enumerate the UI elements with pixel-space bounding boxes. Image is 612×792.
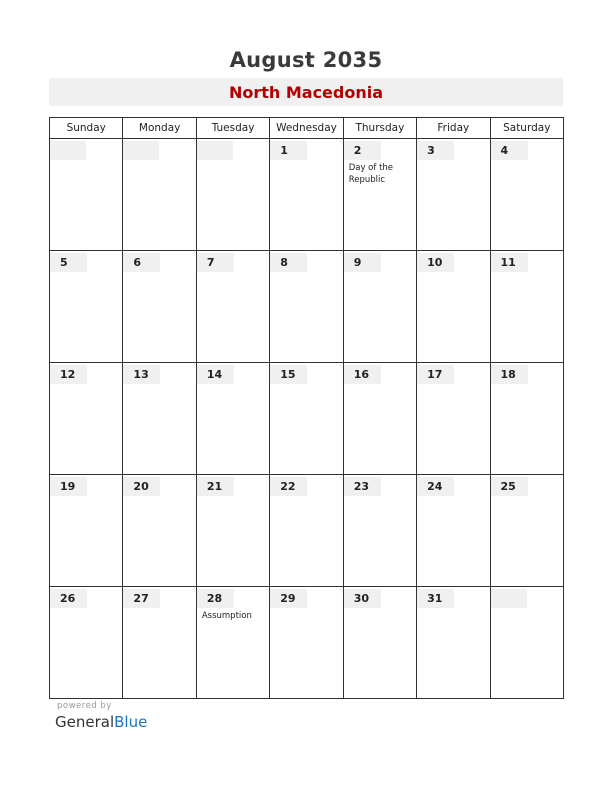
- brand-blue-text: Blue: [114, 713, 148, 731]
- calendar-week-row: [50, 475, 564, 587]
- day-number: [197, 141, 233, 160]
- calendar-day-cell[interactable]: [417, 363, 490, 475]
- calendar-day-cell[interactable]: [270, 363, 343, 475]
- calendar-day-cell[interactable]: [270, 587, 343, 699]
- day-number: 24: [417, 477, 454, 496]
- day-number: 16: [344, 365, 381, 384]
- day-number: 22: [270, 477, 307, 496]
- generalblue-logo[interactable]: [55, 713, 147, 731]
- calendar-week-row: [50, 587, 564, 699]
- country-name: North Macedonia: [228, 83, 384, 102]
- day-number: [491, 589, 527, 608]
- calendar-week-row: [50, 139, 564, 251]
- day-number: 30: [344, 589, 381, 608]
- calendar-day-cell[interactable]: [343, 363, 416, 475]
- country-banner: [49, 78, 563, 106]
- day-number: 17: [417, 365, 454, 384]
- calendar-day-cell[interactable]: [50, 251, 123, 363]
- holiday-label: Day of the Republic: [348, 163, 394, 185]
- calendar-day-cell[interactable]: [270, 251, 343, 363]
- day-number: 4: [491, 141, 528, 160]
- day-number: 19: [50, 477, 87, 496]
- weekday-header-row: [50, 118, 564, 139]
- calendar-week-row: [50, 363, 564, 475]
- day-number: 6: [123, 253, 160, 272]
- powered-by-label: powered by: [57, 701, 112, 711]
- day-number: 21: [197, 477, 234, 496]
- calendar-day-cell[interactable]: [417, 587, 490, 699]
- day-number: 23: [344, 477, 381, 496]
- day-number: 8: [270, 253, 307, 272]
- day-number: [50, 141, 86, 160]
- day-number: 26: [50, 589, 87, 608]
- calendar-week-row: [50, 251, 564, 363]
- weekday-saturday: Saturday: [490, 118, 563, 139]
- day-number: 13: [123, 365, 160, 384]
- day-number: 27: [123, 589, 160, 608]
- calendar-day-cell[interactable]: [196, 475, 269, 587]
- holiday-label: Assumption: [201, 611, 252, 621]
- day-number: 9: [344, 253, 381, 272]
- calendar-title: August 2035: [229, 48, 383, 72]
- calendar-day-cell[interactable]: [196, 139, 269, 251]
- day-number: 5: [50, 253, 87, 272]
- calendar-day-cell[interactable]: [490, 587, 563, 699]
- calendar-day-cell[interactable]: [196, 251, 269, 363]
- calendar-day-cell[interactable]: [123, 251, 196, 363]
- weekday-tuesday: Tuesday: [196, 118, 269, 139]
- calendar-day-cell[interactable]: [417, 475, 490, 587]
- day-number: 12: [50, 365, 87, 384]
- calendar-day-cell[interactable]: [343, 587, 416, 699]
- day-number: 15: [270, 365, 307, 384]
- calendar-day-cell[interactable]: [50, 139, 123, 251]
- day-number: 28: [197, 589, 234, 608]
- calendar-day-cell[interactable]: [343, 251, 416, 363]
- calendar-day-cell[interactable]: [50, 475, 123, 587]
- weekday-sunday: Sunday: [50, 118, 123, 139]
- day-number: [123, 141, 159, 160]
- day-number: 14: [197, 365, 234, 384]
- day-number: 20: [123, 477, 160, 496]
- weekday-friday: Friday: [417, 118, 490, 139]
- day-number: 25: [491, 477, 528, 496]
- day-number: 11: [491, 253, 528, 272]
- calendar-day-cell[interactable]: [270, 139, 343, 251]
- day-number: 3: [417, 141, 454, 160]
- calendar-day-cell[interactable]: [417, 251, 490, 363]
- calendar-day-cell[interactable]: [490, 475, 563, 587]
- calendar-day-cell[interactable]: [343, 139, 416, 251]
- calendar-day-cell[interactable]: [123, 363, 196, 475]
- calendar-day-cell[interactable]: [490, 139, 563, 251]
- day-number: 10: [417, 253, 454, 272]
- day-number: 2: [344, 141, 381, 160]
- calendar-day-cell[interactable]: [50, 587, 123, 699]
- day-number: 1: [270, 141, 307, 160]
- calendar-day-cell[interactable]: [123, 475, 196, 587]
- calendar-day-cell[interactable]: [123, 587, 196, 699]
- brand-general-text: General: [55, 713, 115, 731]
- day-number: 29: [270, 589, 307, 608]
- weekday-thursday: Thursday: [343, 118, 416, 139]
- calendar-day-cell[interactable]: [343, 475, 416, 587]
- calendar-day-cell[interactable]: [490, 363, 563, 475]
- day-number: 18: [491, 365, 528, 384]
- calendar-day-cell[interactable]: [270, 475, 343, 587]
- calendar-day-cell[interactable]: [123, 139, 196, 251]
- calendar-grid: [49, 117, 564, 699]
- calendar-day-cell[interactable]: [50, 363, 123, 475]
- calendar-day-cell[interactable]: [196, 363, 269, 475]
- calendar-day-cell[interactable]: [196, 587, 269, 699]
- calendar-day-cell[interactable]: [490, 251, 563, 363]
- day-number: 7: [197, 253, 234, 272]
- day-number: 31: [417, 589, 454, 608]
- weekday-wednesday: Wednesday: [270, 118, 343, 139]
- weekday-monday: Monday: [123, 118, 196, 139]
- calendar-day-cell[interactable]: [417, 139, 490, 251]
